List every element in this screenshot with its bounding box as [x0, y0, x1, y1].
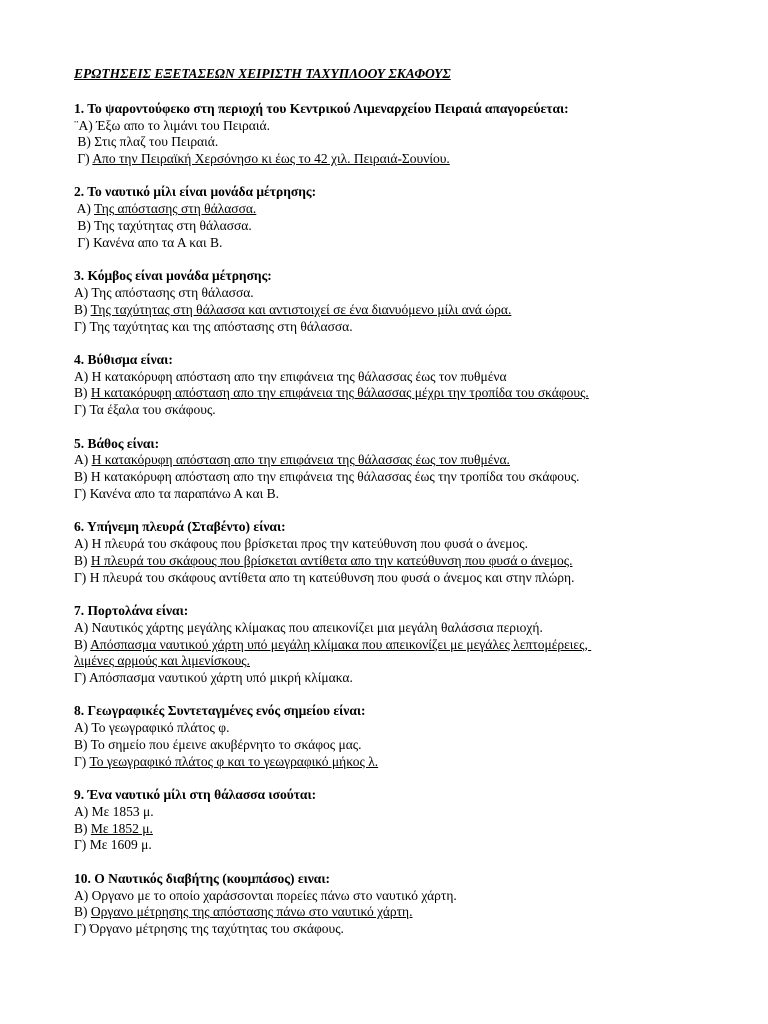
answer-prefix: Β): [74, 737, 91, 752]
answer-prefix: Β): [74, 385, 91, 401]
answer-prefix: Β): [74, 904, 91, 920]
answer-option: [74, 452, 714, 469]
answer-option: [74, 218, 714, 235]
question-block: [74, 603, 714, 687]
answer-prefix: Α): [74, 887, 92, 903]
answer-text: Οργανο μέτρησης της απόστασης πάνω στο ναυτικό χάρτη.: [90, 904, 413, 920]
answer-text: Απόσπασμα ναυτικού χάρτη υπό μικρή κλίμακα.: [88, 670, 353, 686]
answer-text: Όργανο μέτρησης της ταχύτητας του σκάφους.: [89, 921, 344, 937]
question-block: [74, 871, 714, 938]
answer-option: [74, 837, 714, 854]
answer-option: [74, 385, 714, 402]
answer-prefix: Γ): [74, 485, 90, 501]
question-block: [74, 436, 714, 503]
answer-option: [74, 302, 714, 319]
question-text: 9. Ένα ναυτικό μίλι στη θάλασσα ισούται:: [74, 787, 317, 803]
answer-option: [74, 570, 714, 587]
answer-text: Το γεωγραφικό πλάτος φ και το γεωγραφικό μήκος λ.: [89, 753, 379, 769]
answer-option: [74, 235, 714, 252]
answer-prefix: Γ): [74, 837, 90, 853]
answer-prefix: Β): [74, 469, 91, 485]
answer-text: Κανένα απο τα παραπάνω Α και Β.: [89, 485, 279, 501]
answer-option: [74, 369, 714, 386]
answer-text: Απόσπασμα ναυτικού χάρτη υπό μεγάλη κλίμακα που απεικονίζει με μεγάλες λεπτομέρειες,: [90, 636, 592, 652]
answer-prefix: Α): [74, 368, 92, 384]
answer-text: Με 1609 μ.: [89, 837, 152, 853]
answer-option: [74, 620, 714, 637]
answer-prefix: Β): [74, 134, 95, 150]
answer-text: Η πλευρά του σκάφους που βρίσκεται αντίθετα απο την κατεύθυνση που φυσά ο άνεμος.: [90, 552, 573, 568]
question-list: [74, 101, 714, 938]
answer-option: [74, 285, 714, 302]
question-text: 6. Υπήνεμη πλευρά (Σταβέντο) είναι:: [74, 519, 286, 535]
question-text: 8. Γεωγραφικές Συντεταγμένες ενός σημείου είναι:: [74, 703, 366, 719]
answer-prefix: ¨Α): [74, 117, 97, 133]
answer-text: Της ταχύτητας και της απόστασης στη θάλασσα.: [89, 318, 353, 334]
question-block: [74, 787, 714, 854]
answer-prefix: Γ): [74, 753, 90, 769]
answer-option: [74, 904, 714, 921]
answer-text: Κανένα απο τα Α και Β.: [93, 234, 223, 250]
answer-option: [74, 720, 714, 737]
answer-text: Η κατακόρυφη απόσταση απο την επιφάνεια της θάλασσας έως την τροπίδα του σκάφους.: [90, 469, 580, 485]
answer-text: Το γεωγραφικό πλάτος φ.: [91, 720, 230, 736]
answer-text: Η πλευρά του σκάφους που βρίσκεται προς την κατεύθυνση που φυσά ο άνεμος.: [91, 536, 528, 552]
answer-text: Απο την Πειραϊκή Χερσόνησο κι έως το 42 χιλ. Πειραιά-Σουνίου.: [92, 151, 450, 167]
answer-option: [74, 804, 714, 821]
answer-option: [74, 888, 714, 905]
answer-option: [74, 670, 714, 687]
answer-text: Τα έξαλα του σκάφους.: [89, 402, 216, 418]
answer-text: Οργανο με το οποίο χαράσσονται πορείες πάνω στο ναυτικό χάρτη.: [91, 887, 457, 903]
answer-option: [74, 737, 714, 754]
answer-option: [74, 536, 714, 553]
answer-text: Της ταχύτητας στη θάλασσα.: [94, 218, 252, 234]
answer-option: [74, 118, 714, 135]
answer-text: Ναυτικός χάρτης μεγάλης κλίμακας που απεικονίζει μια μεγάλη θαλάσσια περιοχή.: [91, 619, 543, 635]
answer-option: [74, 553, 714, 570]
answer-text: Το σημείο που έμεινε ακυβέρνητο το σκάφος μας.: [90, 737, 362, 752]
answer-text: Της απόστασης στη θάλασσα.: [91, 284, 254, 300]
answer-prefix: Γ): [74, 569, 90, 585]
question-block: [74, 519, 714, 586]
answer-prefix: Β): [74, 820, 91, 836]
question-text: 7. Πορτολάνα είναι:: [74, 602, 189, 618]
question-block: [74, 703, 714, 770]
answer-option: [74, 151, 714, 168]
answer-text: Με 1852 μ.: [90, 820, 153, 836]
answer-prefix: Γ): [74, 151, 93, 167]
answer-prefix: Β): [74, 218, 95, 234]
answer-text: Η κατακόρυφη απόσταση απο την επιφάνεια της θάλασσας έως τον πυθμένα.: [91, 452, 510, 468]
answer-text: Με 1853 μ.: [91, 803, 154, 819]
question-block: [74, 184, 714, 251]
question-block: [74, 101, 714, 168]
answer-prefix: Α): [74, 619, 92, 635]
answer-prefix: Α): [74, 452, 92, 468]
answer-continuation: λιμένες αρμούς και λιμενίσκους.: [74, 653, 250, 669]
answer-text: Η πλευρά του σκάφους αντίθετα απο τη κατεύθυνση που φυσά ο άνεμος και στην πλώρη.: [89, 569, 575, 585]
answer-prefix: Α): [74, 201, 95, 217]
question-block: [74, 268, 714, 335]
document-page: [74, 66, 714, 954]
answer-option: [74, 201, 714, 218]
answer-prefix: Γ): [74, 921, 90, 937]
answer-option: [74, 821, 714, 838]
document-title: ΕΡΩΤΗΣΕΙΣ ΕΞΕΤΑΣΕΩΝ ΧΕΙΡΙΣΤΗ ΤΑΧΥΠΛΟΟΥ ΣΚΑΦΟΥΣ: [74, 66, 451, 81]
answer-prefix: Α): [74, 720, 92, 736]
answer-option: [74, 469, 714, 486]
answer-prefix: Β): [74, 552, 91, 568]
answer-option: [74, 637, 714, 654]
answer-text: Στις πλαζ του Πειραιά.: [94, 134, 219, 150]
answer-option: [74, 402, 714, 419]
answer-prefix: Γ): [74, 318, 90, 334]
answer-option: [74, 134, 714, 151]
answer-text: Της ταχύτητας στη θάλασσα και αντιστοιχεί σε ένα διανυόμενο μίλι ανά ώρα.: [90, 301, 512, 317]
answer-text: Της απόστασης στη θάλασσα.: [94, 201, 257, 217]
question-text: 10. Ο Ναυτικός διαβήτης (κουμπάσος) ειναι:: [74, 870, 331, 886]
answer-prefix: Γ): [74, 402, 90, 418]
answer-option: [74, 754, 714, 771]
answer-prefix: Α): [74, 803, 92, 819]
answer-text: Η κατακόρυφη απόσταση απο την επιφάνεια της θάλασσας μέχρι την τροπίδα του σκάφους.: [90, 385, 589, 401]
answer-prefix: Α): [74, 536, 92, 552]
question-text: 2. Το ναυτικό μίλι είναι μονάδα μέτρησης:: [74, 184, 317, 200]
answer-text: Έξω απο το λιμάνι του Πειραιά.: [96, 117, 270, 133]
question-text: 3. Κόμβος είναι μονάδα μέτρησης:: [74, 268, 272, 284]
answer-prefix: Β): [74, 301, 91, 317]
answer-prefix: Γ): [74, 234, 94, 250]
answer-option: [74, 319, 714, 336]
answer-text: Η κατακόρυφη απόσταση απο την επιφάνεια της θάλασσας έως τον πυθμένα: [91, 368, 507, 384]
answer-option: [74, 486, 714, 503]
question-text: 5. Βάθος είναι:: [74, 435, 160, 451]
answer-prefix: Β): [74, 636, 91, 652]
question-text: 4. Βύθισμα είναι:: [74, 351, 173, 367]
answer-prefix: Α): [74, 284, 92, 300]
question-block: [74, 352, 714, 419]
answer-prefix: Γ): [74, 670, 89, 686]
question-text: 1. Το ψαροντούφεκο στη περιοχή του Κεντρικού Λιμεναρχείου Πειραιά απαγορεύεται:: [74, 100, 569, 116]
answer-option: [74, 921, 714, 938]
